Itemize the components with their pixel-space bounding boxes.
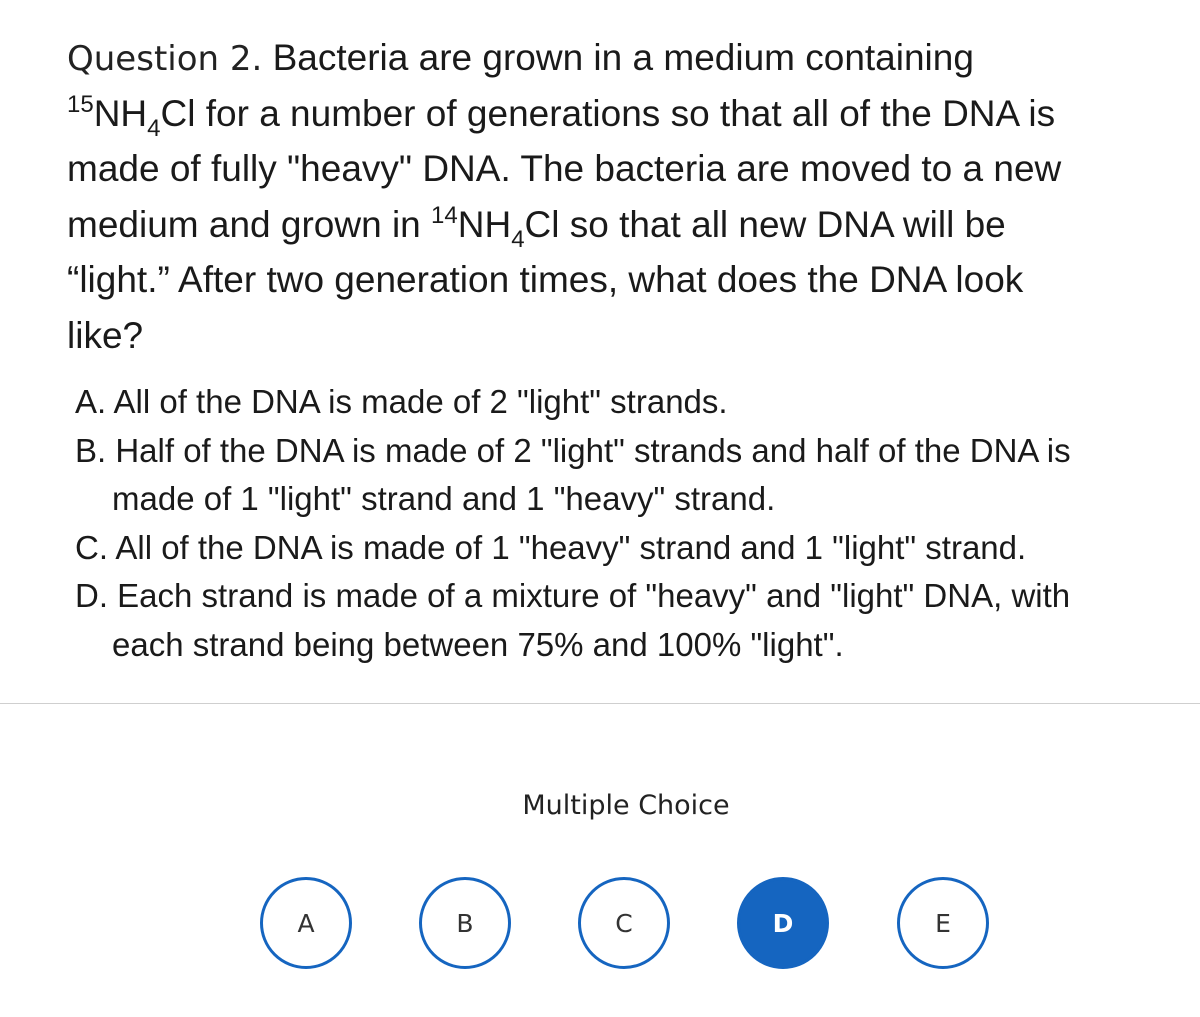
question-line-1-text: Bacteria are grown in a medium containing: [272, 37, 974, 78]
question-line-6: [67, 308, 1167, 364]
option-c-button[interactable]: C: [578, 877, 670, 969]
choice-d-text: D. Each strand is made of a mixture of "heavy" and "light" DNA, with: [75, 577, 1071, 614]
question-line-4-end: Cl so that all new DNA will be: [524, 203, 1006, 245]
divider: [0, 703, 1200, 704]
question-line-4-text: medium and grown in: [67, 203, 432, 245]
question-number: Question 2.: [67, 39, 263, 79]
choice-d-text-continued: each strand being between 75% and 100% "light".: [112, 625, 844, 663]
choice-c-text: C. All of the DNA is made of 1 "heavy" strand and 1 "light" strand.: [75, 528, 1027, 566]
question-line-6-text: like?: [67, 314, 144, 356]
question-line-2: [67, 86, 1167, 142]
option-d-button[interactable]: D: [737, 877, 829, 969]
question-line-2-text: Cl for a number of generations so that all of the DNA is: [160, 92, 1056, 134]
choice-b-text-continued: made of 1 "light" strand and 1 "heavy" strand.: [112, 480, 776, 517]
option-e-button[interactable]: E: [897, 877, 989, 969]
isotope-14-superscript: 14: [431, 201, 458, 229]
option-a-button[interactable]: A: [260, 877, 352, 969]
choice-b-text: B. Half of the DNA is made of 2 "light" strands and half of the DNA is: [75, 431, 1071, 469]
isotope-15-superscript: 15: [67, 90, 94, 118]
multiple-choice-heading: [0, 790, 1200, 821]
question-text: [67, 30, 1167, 363]
subscript-4: 4: [147, 114, 161, 142]
answer-choices-list: [75, 378, 1155, 669]
question-line-5-text: “light.” After two generation times, what does the DNA look: [67, 259, 1024, 300]
subscript-4-2: 4: [511, 225, 525, 253]
multiple-choice-title: Multiple Choice: [522, 790, 730, 821]
question-line-1: [67, 30, 1167, 86]
question-line-3-text: made of fully "heavy" DNA. The bacteria are moved to a new: [67, 148, 1062, 189]
question-line-5: [67, 252, 1167, 308]
formula-nh: NH: [93, 92, 148, 134]
question-line-4: [67, 197, 1167, 253]
formula-nh-2: NH: [457, 203, 512, 245]
option-b-button[interactable]: B: [419, 877, 511, 969]
choice-a-text: A. All of the DNA is made of 2 "light" strands.: [75, 383, 728, 420]
question-line-3: [67, 141, 1167, 197]
